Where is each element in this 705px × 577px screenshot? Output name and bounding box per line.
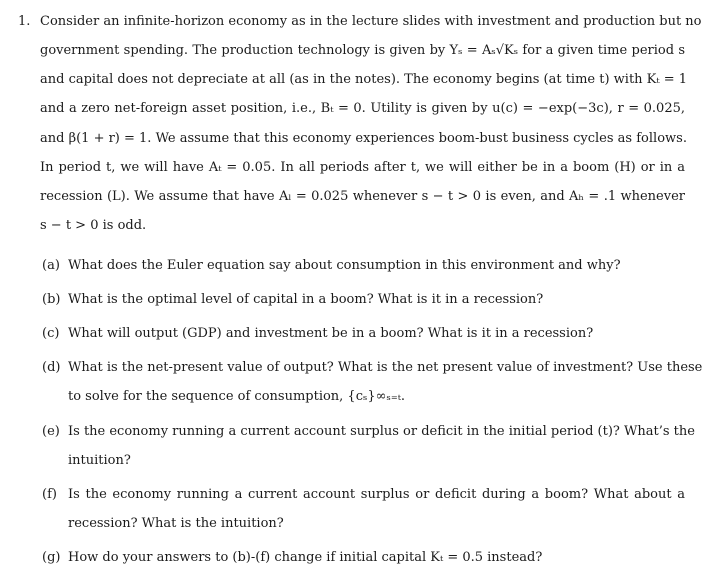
part-question: Is the economy running a current account surplus or deficit in the initial period (t)? What’s the xyxy=(68,424,695,439)
part-question-continued: intuition? xyxy=(68,453,131,468)
part-label: (g) xyxy=(42,550,61,565)
part-question: What is the net-present value of output? What is the net present value of investment? Use these xyxy=(68,360,703,375)
part-question: What will output (GDP) and investment be in a boom? What is it in a recession? xyxy=(68,326,594,341)
paragraph-line: recession (L). We assume that have Aₗ = 0.025 whenever s − t > 0 is even, and Aₕ = .1 whenever xyxy=(40,189,685,204)
paragraph-line: Consider an infinite-horizon economy as in the lecture slides with investment and production but no xyxy=(40,14,702,29)
part-question: What does the Euler equation say about consumption in this environment and why? xyxy=(68,258,621,273)
paragraph-line: s − t > 0 is odd. xyxy=(40,218,147,233)
part-label: (a) xyxy=(42,258,60,273)
part-label: (f) xyxy=(42,487,57,502)
part-label: (c) xyxy=(42,326,60,341)
paragraph-line: and capital does not depreciate at all (as in the notes). The economy begins (at time t) with Kₜ = 1 xyxy=(40,72,688,87)
problem-number: 1. xyxy=(18,14,31,29)
paragraph-line: and a zero net-foreign asset position, i.e., Bₜ = 0. Utility is given by u(c) = −exp(−3c), r = 0.025, xyxy=(40,101,685,116)
part-question: Is the economy running a current account surplus or deficit during a boom? What about a xyxy=(68,487,685,502)
part-label: (e) xyxy=(42,424,60,439)
part-question: How do your answers to (b)-(f) change if initial capital Kₜ = 0.5 instead? xyxy=(68,550,543,565)
part-label: (b) xyxy=(42,292,61,307)
part-question-continued: to solve for the sequence of consumption, {cₛ}∞ₛ₌ₜ. xyxy=(68,389,406,404)
paragraph-line: In period t, we will have Aₜ = 0.05. In all periods after t, we will either be in a boom (H) or in a xyxy=(40,160,685,175)
paragraph-line: and β(1 + r) = 1. We assume that this economy experiences boom-bust business cycles as follows. xyxy=(40,131,687,146)
part-question-continued: recession? What is the intuition? xyxy=(68,516,284,531)
paragraph-line: government spending. The production technology is given by Yₛ = Aₛ√Kₛ for a given time period s xyxy=(40,43,685,58)
part-label: (d) xyxy=(42,360,61,375)
part-question: What is the optimal level of capital in a boom? What is it in a recession? xyxy=(68,292,544,307)
